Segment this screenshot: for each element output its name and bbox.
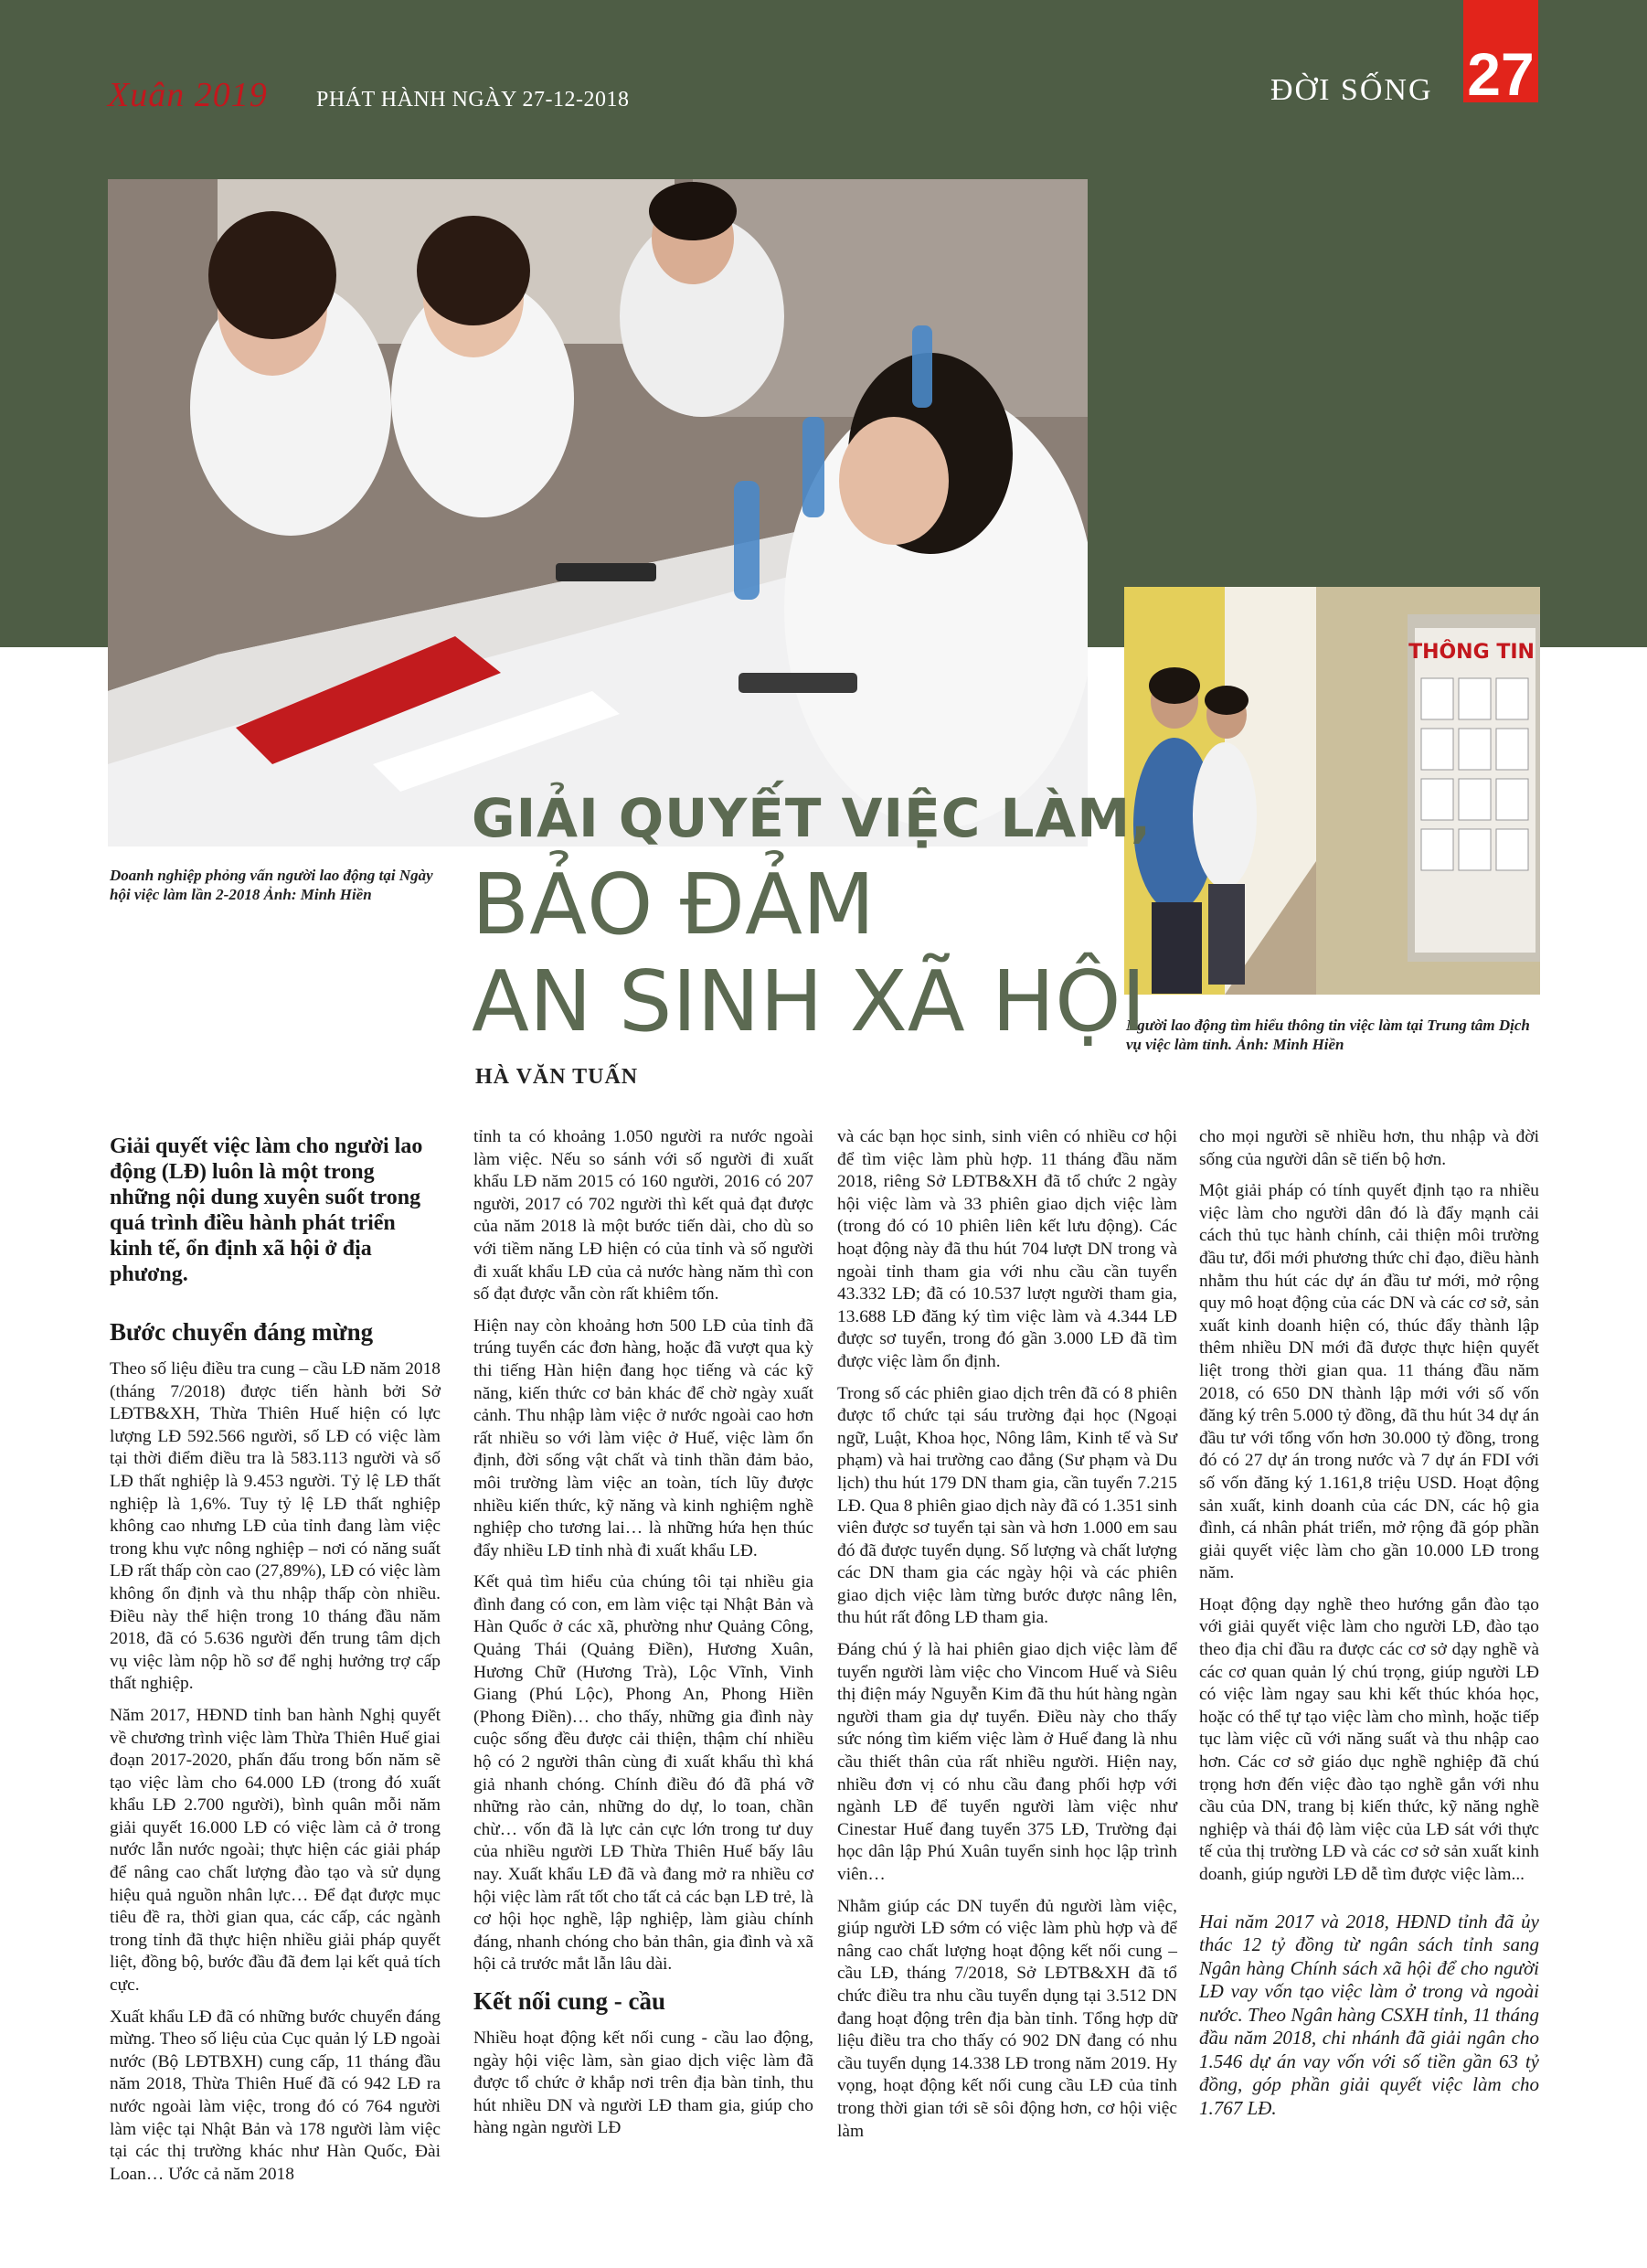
paragraph: Một giải pháp có tính quyết định tạo ra nhiều việc làm cho người dân đó là đẩy mạnh cải cách thủ tục hành chính, cải thiện môi trường đầu tư, đổi mới phương thức chỉ đạo, điều hành nhằm thu hút các dự án đầu tư mới, mở rộng quy mô hoạt động của các DN và các cơ sở, sản xuất kinh doanh hiện có, thúc đẩy thành lập thêm nhiều DN mới đã được thực hiện quyết liệt trong thời gian qua. 11 tháng đầu năm 2018, có 650 DN thành lập mới với số vốn đăng ký trên 5.000 tỷ đồng, đã thu hút 34 dự án đầu tư với tổng vốn hơn 30.000 tỷ đồng, trong đó có 27 dự án trong nước và 7 dự án FDI với số vốn đăng ký 1.161,8 triệu USD. Hoạt động sản xuất, kinh doanh của các DN, các hộ gia đình, cá nhân phát triển, mở rộng đã góp phần giải quyết việc làm cho gần 10.000 LĐ trong năm.	[1199, 1181, 1539, 1583]
article-column-4	[1199, 1126, 1539, 2129]
notice-board-photo-illustration	[1124, 587, 1540, 995]
subheading-buoc-chuyen: Bước chuyển đáng mừng	[110, 1318, 374, 1346]
paragraph: Theo số liệu điều tra cung – cầu LĐ năm 2018 (tháng 7/2018) được tiến hành bởi Sở LĐTB&XH, Thừa Thiên Huế hiện có lực lượng LĐ 592.566 người, số LĐ có việc làm tại thời điểm điều tra là 583.113 người và số LĐ thất nghiệp là 9.453 người. Tỷ lệ LĐ thất nghiệp là 1,6%. Tuy tỷ lệ LĐ thất nghiệp không cao nhưng LĐ của tỉnh đang làm việc trong khu vực nông nghiệp – nơi có năng suất LĐ rất thấp còn cao (27,89%), LĐ có việc làm không ổn định và thu nhập thấp còn nhiều. Điều này thể hiện trong 10 tháng đầu năm 2018, đã có 5.636 người đến trung tâm dịch vụ việc làm nộp hồ sơ để nghị hưởng trợ cấp thất nghiệp.	[110, 1359, 441, 1694]
main-photo-caption: Doanh nghiệp phỏng vấn người lao động tại Ngày hội việc làm lần 2-2018 Ảnh: Minh Hiền	[110, 867, 433, 903]
article-column-2	[473, 1126, 813, 2149]
paragraph: Xuất khẩu LĐ đã có những bước chuyển đáng mừng. Theo số liệu của Cục quản lý LĐ ngoài nước (Bộ LĐTBXH) cung cấp, 11 tháng đầu năm 2018, Thừa Thiên Huế đã có 942 LĐ ra nước ngoài làm việc, trong đó có 764 người làm việc tại Nhật Bản và 178 người làm việc tại các thị trường khác như Hàn Quốc, Đài Loan… Ước cả năm 2018	[110, 2007, 441, 2184]
paragraph: cho mọi người sẽ nhiều hơn, thu nhập và đời sống của người dân sẽ tiến bộ hơn.	[1199, 1127, 1539, 1169]
job-fair-photo-illustration	[108, 179, 1088, 847]
paragraph: tỉnh ta có khoảng 1.050 người ra nước ngoài làm việc. Nếu so sánh với số người đi xuất khẩu LĐ năm 2015 có 160 người, 2016 có 207 người, 2017 có 702 người thì kết quả đạt được của năm 2018 là một bước tiến dài, cho dù so với tiềm năng LĐ hiện có của tỉnh và số người đi xuất khẩu LĐ của cả nước hàng năm thì con số đạt được vẫn còn rất khiêm tốn.	[473, 1127, 813, 1304]
main-photo	[108, 179, 1088, 847]
paragraph: Nhằm giúp các DN tuyển đủ người làm việc, giúp người LĐ sớm có việc làm phù hợp và để nâng cao chất lượng hoạt động kết nối cung – cầu LĐ, tháng 7/2018, Sở LĐTB&XH đã tổ chức điều tra nhu cầu tuyển dụng tại 3.512 DN đang hoạt động trên địa bàn tỉnh. Tổng hợp dữ liệu điều tra cho thấy có 902 DN đang có nhu cầu tuyển dụng 14.338 LĐ trong năm 2019. Hy vọng, hoạt động kết nối cung cầu LĐ của tỉnh trong thời gian tới sẽ sôi động hơn, cơ hội việc làm	[837, 1896, 1177, 2141]
issue-label: Xuân 2019	[108, 76, 268, 114]
subheading-ket-noi: Kết nối cung - cầu	[473, 1986, 666, 2015]
paragraph: Hoạt động dạy nghề theo hướng gắn đào tạo với giải quyết việc làm cho người LĐ, đào tạo theo địa chỉ đầu ra được các cơ sở dạy nghề và các cơ quan quản lý chú trọng, giúp người LĐ có việc làm ngay sau khi kết thúc khóa học, hoặc có thể tự tạo việc làm cho mình, hoặc tiếp tục làm việc cũ với năng suất và thu nhập cao hơn. Các cơ sở giáo dục nghề nghiệp đã chú trọng hơn đến việc đào tạo nghề gắn với nhu cầu của DN, trang bị kiến thức, kỹ năng nghề nghiệp và thái độ làm việc của LĐ sát với thực tế của thị trường LĐ và các cơ sở sản xuất kinh doanh, giúp người LĐ dễ tìm được việc làm...	[1199, 1594, 1539, 1884]
paragraph: Trong số các phiên giao dịch trên đã có 8 phiên được tổ chức tại sáu trường đại học (Ngoại ngữ, Luật, Khoa học, Nông lâm, Kinh tế và Sư phạm) và hai trường cao đẳng (Sư phạm và Du lịch) thu hút 179 DN tham gia, cần tuyển 7.215 LĐ. Qua 8 phiên giao dịch này đã có 1.351 sinh viên được sơ tuyển tại sàn và hơn 1.000 em sau đó đã được tuyển dụng. Số lượng và chất lượng các DN tham gia các ngày hội và các phiên giao dịch việc làm từng bước được nâng lên, thu hút rất đông LĐ tham gia.	[837, 1383, 1177, 1628]
paragraph: và các bạn học sinh, sinh viên có nhiều cơ hội để tìm việc làm phù hợp. 11 tháng đầu năm 2018, riêng Sở LĐTB&XH đã tổ chức 2 ngày hội việc làm và 33 phiên giao dịch việc làm (trong đó có 10 phiên liên kết lưu động). Các hoạt động này đã thu hút 704 lượt DN trong và ngoài tỉnh tham gia với nhu cầu cần tuyển 43.332 LĐ; đã có 10.537 lượt người tham gia, 13.688 LĐ đăng ký tìm việc làm và 4.344 LĐ được sơ tuyển, trong đó gần 3.000 LĐ đã tìm được việc làm ổn định.	[837, 1127, 1177, 1371]
page-number: 27	[1467, 40, 1535, 108]
paragraph: Nhiều hoạt động kết nối cung - cầu lao động, ngày hội việc làm, sàn giao dịch việc làm đã được tổ chức ở khắp nơi trên địa bàn tỉnh, thu hút nhiều DN và người LĐ tham gia, giúp cho hàng ngàn người LĐ	[473, 2028, 813, 2138]
article-column-1	[110, 1134, 441, 2195]
side-photo-caption: Người lao động tìm hiểu thông tin việc làm tại Trung tâm Dịch vụ việc làm tỉnh. Ảnh: Minh Hiền	[1126, 1017, 1530, 1053]
section-title: ĐỜI SỐNG	[1270, 73, 1433, 107]
paragraph: Kết quả tìm hiểu của chúng tôi tại nhiều gia đình đang có con, em làm việc tại Nhật Bản và Hàn Quốc ở các xã, phường như Quảng Công, Quảng Thái (Quảng Điền), Hương Xuân, Hương Chữ (Hương Trà), Lộc Vĩnh, Vinh Giang (Phú Lộc), Phong An, Phong Hiền (Phong Điền)… cho thấy, những gia đình này cuộc sống đều được cải thiện, thậm chí nhiều hộ có 2 người thân cùng đi xuất khẩu thì khá giả nhanh chóng. Chính điều đó đã phá vỡ những rào cản, những do dự, lo toan, chần chừ… vốn đã là lực cản cực lớn trong tư duy của nhiều người LĐ Thừa Thiên Huế bấy lâu nay. Xuất khẩu LĐ đã và đang mở ra nhiều cơ hội việc làm rất tốt cho tất cả các bạn LĐ trẻ, là cơ hội học nghề, lập nghiệp, làm giàu chính đáng, nhanh chóng cho bản thân, gia đình và xã hội cả trước mắt lẫn lâu dài.	[473, 1572, 813, 1975]
headline-line-1: GIẢI QUYẾT VIỆC LÀM,	[472, 787, 1153, 849]
closing-note: Hai năm 2017 và 2018, HĐND tỉnh đã ủy thác 12 tỷ đồng từ ngân sách tỉnh sang Ngân hàng Chính sách xã hội để cho người LĐ vay vốn tạo việc làm ở trong và ngoài nước. Theo Ngân hàng CSXH tỉnh, 11 tháng đầu năm 2018, chi nhánh đã giải ngân cho 1.546 dự án vay vốn với số tiền gần 63 tỷ đồng, góp phần giải quyết việc làm cho 1.767 LĐ.	[1199, 1910, 1539, 2119]
headline-line-2: BẢO ĐẢM	[472, 856, 876, 953]
publish-date: PHÁT HÀNH NGÀY 27-12-2018	[316, 88, 630, 112]
author-byline: HÀ VĂN TUẤN	[475, 1065, 639, 1089]
article-lead: Giải quyết việc làm cho người lao động (LĐ) luôn là một trong những nội dung xuyên suốt trong quá trình điều hành phát triển kinh tế, ổn định xã hội ở địa phương.	[110, 1134, 423, 1286]
headline-line-3: AN SINH XÃ HỘI	[472, 953, 1146, 1050]
notice-board-sign: THÔNG TIN	[1408, 641, 1535, 664]
paragraph: Hiện nay còn khoảng hơn 500 LĐ của tỉnh đã trúng tuyển các đơn hàng, hoặc đã vượt qua kỳ thi tiếng Hàn hiện đang học tiếng và các kỹ năng, kiến thức cơ bản khác để chờ ngày xuất cảnh. Thu nhập làm việc ở nước ngoài cao hơn rất nhiều so với làm việc ở Huế, việc làm ổn định, đời sống vật chất và tinh thần đảm bảo, môi trường làm việc an toàn, tích lũy được nhiều kiến thức, kỹ năng và kinh nghiệm nghề nghiệp cho tương lai… là những hứa hẹn thúc đẩy nhiều LĐ tỉnh nhà đi xuất khẩu LĐ.	[473, 1315, 813, 1560]
side-photo	[1124, 587, 1540, 995]
paragraph: Năm 2017, HĐND tỉnh ban hành Nghị quyết về chương trình việc làm Thừa Thiên Huế giai đoạn 2017-2020, phấn đấu trong bốn năm sẽ tạo việc làm cho 64.000 LĐ (trong đó xuất khẩu LĐ 2.700 người), bình quân mỗi năm giải quyết 16.000 LĐ có việc làm cả ở trong nước lẫn nước ngoài; thực hiện các giải pháp để nâng cao chất lượng đào tạo và sử dụng hiệu quả nguồn nhân lực… Để đạt được mục tiêu đề ra, thời gian qua, các cấp, các ngành trong tỉnh đã thực hiện nhiều giải pháp quyết liệt, đồng bộ, bước đầu đã đem lại kết quả tích cực.	[110, 1705, 441, 1996]
article-column-3	[837, 1126, 1177, 2152]
paragraph: Đáng chú ý là hai phiên giao dịch việc làm để tuyển người làm việc cho Vincom Huế và Siêu thị điện máy Nguyễn Kim đã thu hút hàng ngàn người tham gia dự tuyển. Điều này cho thấy sức nóng tìm kiếm việc làm ở Huế đang là nhu cầu thiết thân của rất nhiều người. Hiện nay, nhiều đơn vị có nhu cầu đang phối hợp với ngành LĐ để tuyển người làm việc như Cinestar Huế đang tuyển 375 LĐ, Trường đại học dân lập Phú Xuân tuyển sinh học lập trình viên…	[837, 1640, 1177, 1884]
